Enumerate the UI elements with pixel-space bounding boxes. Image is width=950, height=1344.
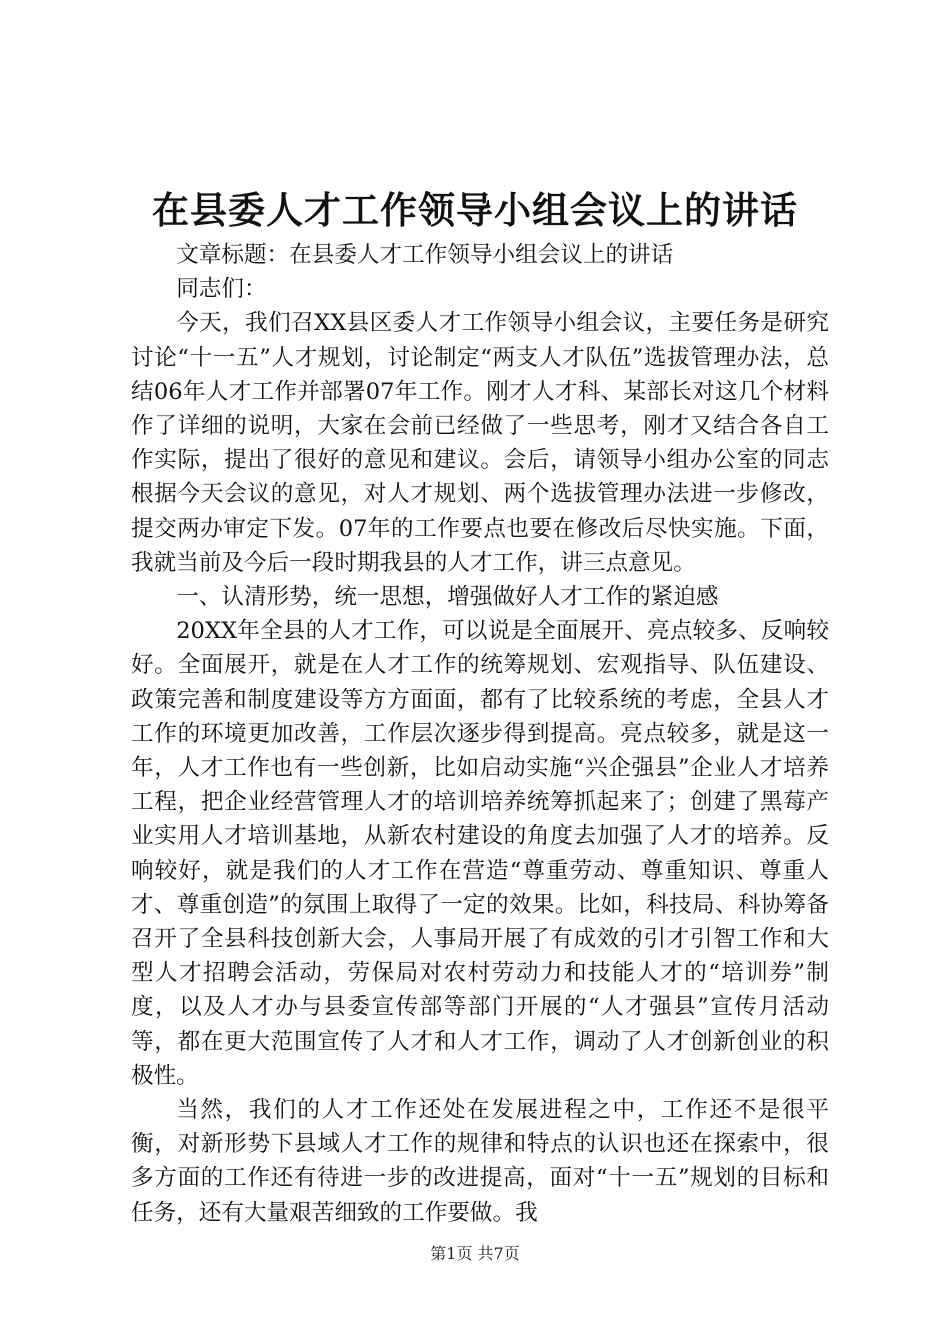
article-title-line: 文章标题：在县委人才工作领导小组会议上的讲话 [176, 242, 674, 268]
salutation: 同志们： [176, 276, 267, 303]
paragraph-review: 20XX年全县的人才工作，可以说是全面展开、亮点较多、反响较好。全面展开，就是在人才工作的统筹规划、宏观指导、队伍建设、政策完善和制度建设等方方面面，都有了比较系统的考虑，全县人才工作的环境更加改善，工作层次逐步得到提高。亮点较多，就是这一年，人才工作也有一些创新，比如启动实施“兴企强县”企业人才培养工程，把企业经营管理人才的培训培养统筹抓起来了；创建了黑莓产业实用人才培训基地，从新农村建设的角度去加强了人才的培养。反响较好，就是我们的人才工作在营造“尊重劳动、尊重知识、尊重人才、尊重创造”的氛围上取得了一定的效果。比如，科技局、科协筹备召开了全县科技创新大会，人事局开展了有成效的引才引智工作和大型人才招聘会活动，劳保局对农村劳动力和技能人才的“培训券”制度，以及人才办与县委宣传部等部门开展的“人才强县”宣传月活动等，都在更大范围宣传了人才和人才工作，调动了人才创新创业的积极性。 [131, 618, 829, 1089]
page-footer: 第1页 共7页 [430, 1244, 520, 1263]
paragraph-intro: 今天，我们召XX县区委人才工作领导小组会议，主要任务是研究讨论“十一五”人才规划，讨论制定“两支人才队伍”选拔管理办法，总结06年人才工作并部署07年工作。刚才人才科、某部长对这几个材料作了详细的说明，大家在会前已经做了一些思考，刚才又结合各自工作实际，提出了很好的意见和建议。会后，请领导小组办公室的同志根据今天会议的意见，对人才规划、两个选拔管理办法进一步修改，提交两办审定下发。07年的工作要点也要在修改后尽快实施。下面，我就当前及今后一段时期我县的人才工作，讲三点意见。 [131, 310, 829, 576]
section-heading: 一、认清形势，统一思想，增强做好人才工作的紧迫感 [176, 584, 719, 611]
document-body [131, 238, 829, 1230]
document-title: 在县委人才工作领导小组会议上的讲话 [152, 188, 798, 232]
paragraph-challenges: 当然，我们的人才工作还处在发展进程之中，工作还不是很平衡，对新形势下县域人才工作的规律和特点的认识也还在探索中，很多方面的工作还有待进一步的改进提高，面对“十一五”规划的目标和任务，还有大量艰苦细致的工作要做。我 [131, 1097, 829, 1226]
